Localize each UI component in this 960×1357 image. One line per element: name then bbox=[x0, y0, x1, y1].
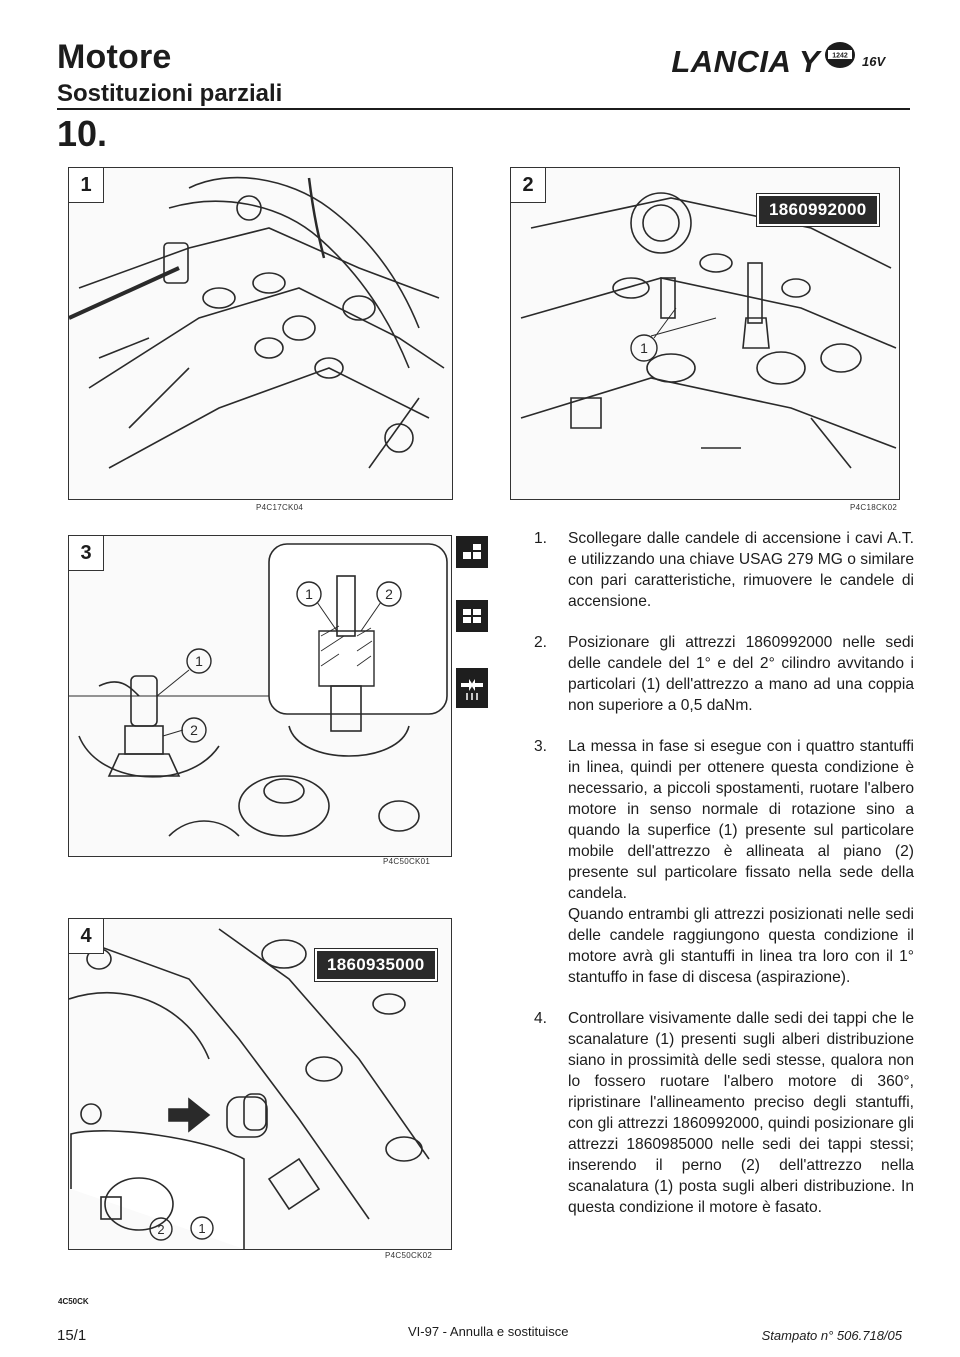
figure-4-inset-callout-2: 2 bbox=[157, 1222, 165, 1237]
figure-2 bbox=[510, 167, 900, 500]
figure-4-number: 4 bbox=[69, 919, 104, 954]
section-subtitle: Sostituzioni parziali bbox=[57, 80, 283, 107]
step-1-number: 1. bbox=[534, 530, 548, 547]
print-number: Stampato n° 506.718/05 bbox=[761, 1328, 902, 1343]
step-3 bbox=[534, 736, 914, 988]
step-3-text: La messa in fase si esegue con i quattro stantuffi in linea, quindi per ottenere questa condizione è necessario, a piccoli spostamenti, ruotare l'albero motore in senso normale di rotazione sino a quando la superfice (1) presente sul particolare mobile dell'attrezzo è allineata al piano (2) presente sul particolare fissato nella sede della candela. bbox=[568, 738, 914, 902]
figure-2-callout: 1 bbox=[640, 340, 648, 356]
procedure-steps bbox=[534, 528, 914, 1238]
tool-detail-illustration bbox=[69, 536, 451, 856]
step-4-text: Controllare visivamente dalle sedi dei tappi che le scanalature (1) presenti sugli alberi distribuzione siano in prossimità delle sedi stesse, qualora non lo fossero ruotare l'albero motore di 360°, ripristinare l'allineamento preciso degli stantuffi, con gli attrezzi 1860992000, quindi posizionare gli attrezzi 1860985000 nelle sedi dei tappi stessi; inserendo il perno (2) dell'attrezzo nella scanalatura (1) posta sugli alberi distribuzione. In questa condizione il motore è fasato. bbox=[568, 1010, 914, 1216]
brand-suffix: 16V bbox=[862, 54, 886, 69]
figure-3-inset-callout-1: 1 bbox=[305, 586, 313, 602]
logo-text: 1242 bbox=[832, 52, 848, 60]
figure-2-number: 2 bbox=[511, 168, 546, 203]
page-number: 15/1 bbox=[57, 1327, 87, 1344]
engine-illustration-1 bbox=[69, 168, 452, 499]
section-title: Motore bbox=[57, 38, 172, 76]
footer-figure-code: 4C50CK bbox=[58, 1297, 89, 1306]
tool-code-badge-1860935000: 1860935000 bbox=[315, 949, 437, 981]
step-2 bbox=[534, 632, 914, 716]
tool-code-badge-1860992000: 1860992000 bbox=[757, 194, 879, 226]
step-1 bbox=[534, 528, 914, 612]
brand-logo-icon bbox=[823, 40, 857, 70]
step-3-text-continued: Quando entrambi gli attrezzi posizionati nelle sedi delle candele raggiungono questa condizione il motore avrà gli stantuffi in linea tra loro con il 1° stantuffo in fase di discesa (aspirazione). bbox=[568, 906, 914, 986]
revision-note: VI-97 - Annulla e sostituisce bbox=[408, 1324, 569, 1339]
step-4-number: 4. bbox=[534, 1010, 548, 1027]
figure-4 bbox=[68, 918, 452, 1250]
figure-3-code: P4C50CK01 bbox=[383, 857, 431, 866]
figure-4-code: P4C50CK02 bbox=[385, 1251, 433, 1260]
figure-3-callout-1: 1 bbox=[195, 653, 203, 669]
step-2-text: Posizionare gli attrezzi 1860992000 nelle sedi delle candele del 1° e del 2° cilindro avvitando i particolari (1) dell'attrezzo a mano ad una coppia non superiore a 0,5 daNm. bbox=[568, 634, 914, 714]
header-divider bbox=[57, 108, 910, 110]
figure-1 bbox=[68, 167, 453, 500]
figure-1-code: P4C17CK04 bbox=[256, 503, 304, 512]
step-2-number: 2. bbox=[534, 634, 548, 651]
figure-2-code: P4C18CK02 bbox=[850, 503, 898, 512]
figure-3 bbox=[68, 535, 452, 857]
figure-1-number: 1 bbox=[69, 168, 104, 203]
install-icon bbox=[456, 600, 488, 632]
figure-3-callout-2: 2 bbox=[190, 722, 198, 738]
remove-icon bbox=[456, 536, 488, 568]
figure-3-inset-callout-2: 2 bbox=[385, 586, 393, 602]
figure-3-number: 3 bbox=[69, 536, 104, 571]
step-1-text: Scollegare dalle candele di accensione i cavi A.T. e utilizzando una chiave USAG 279 MG o similare con pari caratteristiche, rimuovere le candele di accensione. bbox=[568, 530, 914, 610]
step-3-number: 3. bbox=[534, 738, 548, 755]
align-icon bbox=[456, 668, 488, 708]
brand-name: LANCIA Y bbox=[671, 44, 820, 79]
figure-4-inset-callout-1: 1 bbox=[198, 1221, 206, 1236]
section-number: 10. bbox=[57, 113, 108, 154]
step-4 bbox=[534, 1008, 914, 1218]
